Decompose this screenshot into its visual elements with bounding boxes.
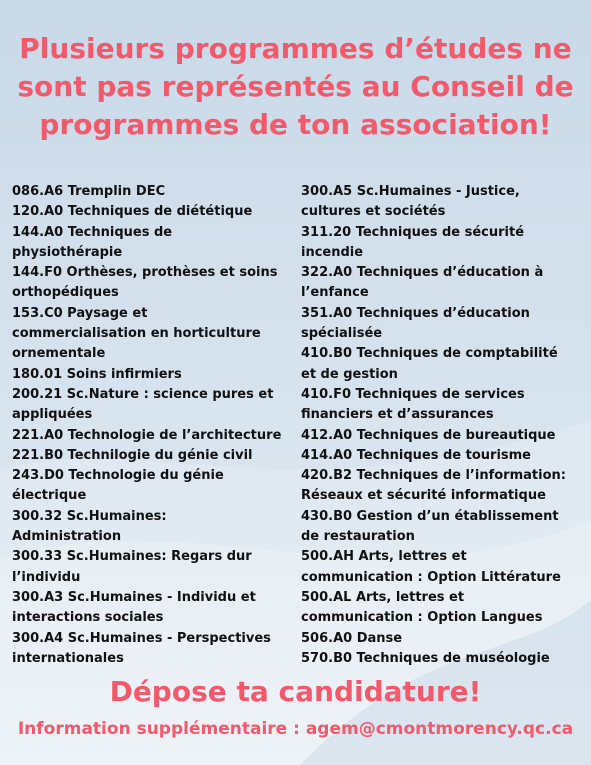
program-item bbox=[301, 304, 586, 345]
program-item-line: 506.A0 Danse bbox=[301, 630, 403, 646]
program-item-line: 221.A0 Technologie de l’architecture bbox=[12, 427, 282, 443]
program-item bbox=[301, 223, 586, 264]
program-item-line: 410.F0 Techniques de services bbox=[301, 386, 525, 402]
program-item bbox=[12, 202, 294, 222]
headline bbox=[0, 30, 591, 144]
program-item-line: 243.D0 Technologie du génie bbox=[12, 468, 224, 484]
program-item bbox=[301, 446, 586, 466]
program-item bbox=[12, 426, 294, 446]
program-item bbox=[12, 304, 294, 365]
program-list-left bbox=[12, 182, 294, 669]
call-to-action: Dépose ta candidature! bbox=[109, 675, 482, 708]
program-item-line: cultures et sociétés bbox=[301, 204, 446, 220]
headline-line: Plusieurs programmes d’études ne bbox=[19, 32, 572, 65]
program-item-line: 500.AH Arts, lettres et bbox=[301, 549, 467, 565]
program-item-line: ornementale bbox=[12, 346, 106, 362]
program-item-line: financiers et d’assurances bbox=[301, 407, 494, 423]
program-item-line: interactions sociales bbox=[12, 610, 164, 626]
program-item bbox=[12, 588, 294, 629]
program-item-line: commercialisation en horticulture bbox=[12, 326, 261, 342]
program-item-line: 300.33 Sc.Humaines: Regars dur bbox=[12, 549, 252, 565]
program-item-line: 500.AL Arts, lettres et bbox=[301, 589, 465, 605]
program-item bbox=[301, 182, 586, 223]
program-item-line: 120.A0 Techniques de diététique bbox=[12, 204, 253, 220]
program-item bbox=[301, 649, 586, 669]
program-item bbox=[12, 365, 294, 385]
program-item-line: appliquées bbox=[12, 407, 93, 423]
headline-line: programmes de ton association! bbox=[39, 108, 552, 141]
program-item-line: 414.A0 Techniques de tourisme bbox=[301, 447, 531, 463]
program-item bbox=[12, 223, 294, 264]
program-item bbox=[301, 547, 586, 588]
program-item-line: 311.20 Techniques de sécurité bbox=[301, 224, 525, 240]
program-item bbox=[301, 629, 586, 649]
program-item bbox=[12, 507, 294, 548]
program-item-line: et de gestion bbox=[301, 366, 398, 382]
program-item-line: communication : Option Langues bbox=[301, 610, 543, 626]
program-item-line: internationales bbox=[12, 650, 124, 666]
program-item bbox=[12, 547, 294, 588]
program-item bbox=[301, 466, 586, 507]
program-item-line: 300.A4 Sc.Humaines - Perspectives bbox=[12, 630, 271, 646]
program-item-line: 180.01 Soins infirmiers bbox=[12, 366, 182, 382]
program-item bbox=[12, 385, 294, 426]
program-list-right bbox=[301, 182, 586, 669]
program-item-line: de restauration bbox=[301, 529, 415, 545]
program-item-line: Réseaux et sécurité informatique bbox=[301, 488, 546, 504]
program-item bbox=[12, 466, 294, 507]
program-item bbox=[12, 629, 294, 670]
program-item-line: 300.32 Sc.Humaines: bbox=[12, 508, 167, 524]
program-item-line: 144.F0 Orthèses, prothèses et soins bbox=[12, 265, 278, 281]
program-item-line: physiothérapie bbox=[12, 244, 123, 260]
program-item-line: 351.A0 Techniques d’éducation bbox=[301, 305, 530, 321]
program-item bbox=[301, 426, 586, 446]
program-item bbox=[301, 588, 586, 629]
program-item bbox=[12, 263, 294, 304]
headline-line: sont pas représentés au Conseil de bbox=[17, 70, 574, 103]
contact-info: Information supplémentaire : agem@cmontmorency.qc.ca bbox=[17, 719, 574, 739]
program-item-line: 221.B0 Technilogie du génie civil bbox=[12, 447, 253, 463]
program-item-line: communication : Option Littérature bbox=[301, 569, 561, 585]
program-item-line: 300.A3 Sc.Humaines - Individu et bbox=[12, 589, 256, 605]
program-item-line: 420.B2 Techniques de l’information: bbox=[301, 468, 566, 484]
program-item-line: 412.A0 Techniques de bureautique bbox=[301, 427, 556, 443]
program-item-line: 153.C0 Paysage et bbox=[12, 305, 148, 321]
program-item-line: 322.A0 Techniques d’éducation à bbox=[301, 265, 544, 281]
program-item-line: 200.21 Sc.Nature : science pures et bbox=[12, 386, 274, 402]
program-item-line: électrique bbox=[12, 488, 87, 504]
program-item bbox=[301, 507, 586, 548]
program-item bbox=[301, 385, 586, 426]
program-item-line: incendie bbox=[301, 244, 364, 260]
program-item-line: 144.A0 Techniques de bbox=[12, 224, 173, 240]
program-item-line: 410.B0 Techniques de comptabilité bbox=[301, 346, 558, 362]
program-item-line: l’individu bbox=[12, 569, 81, 585]
program-item bbox=[301, 344, 586, 385]
program-item-line: spécialisée bbox=[301, 326, 383, 342]
program-item bbox=[12, 182, 294, 202]
program-item bbox=[301, 263, 586, 304]
program-item-line: 430.B0 Gestion d’un établissement bbox=[301, 508, 559, 524]
program-item bbox=[12, 446, 294, 466]
program-item-line: Administration bbox=[12, 529, 122, 545]
program-item-line: 086.A6 Tremplin DEC bbox=[12, 184, 166, 199]
program-item-line: orthopédiques bbox=[12, 285, 119, 301]
program-item-line: 300.A5 Sc.Humaines - Justice, bbox=[301, 184, 520, 199]
program-item-line: 570.B0 Techniques de muséologie bbox=[301, 650, 550, 666]
program-item-line: l’enfance bbox=[301, 285, 369, 301]
